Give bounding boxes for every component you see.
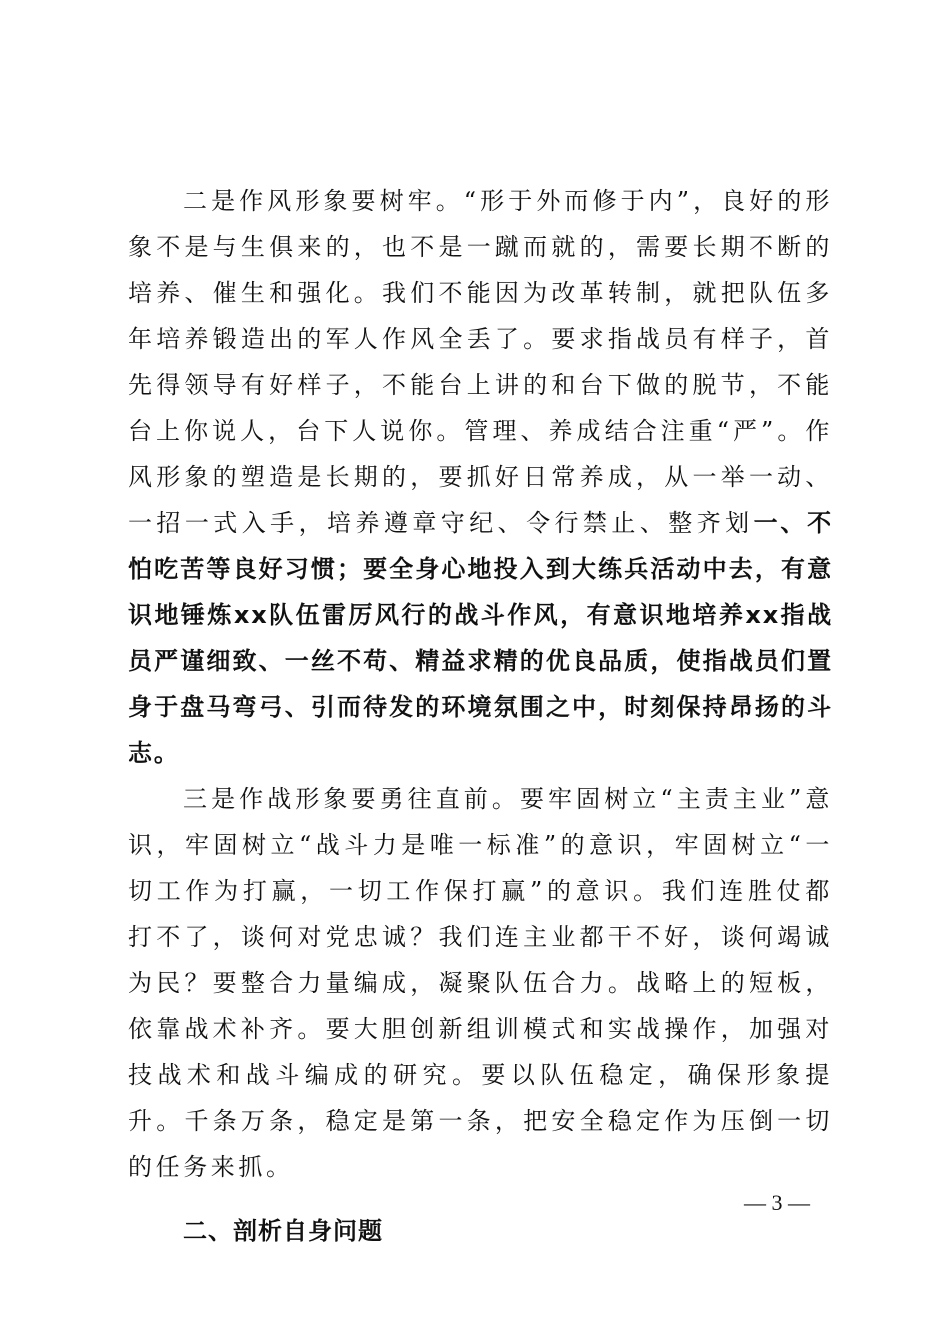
page-number: — 3 — bbox=[744, 1190, 810, 1215]
paragraph-work-style bbox=[128, 178, 833, 776]
paragraph-work-style-regular-text: 二是作风形象要树牢。“形于外而修于内”，良好的形象不是与生俱来的，也不是一蹴而就的，需要长期不断的培养、催生和强化。我们不能因为改革转制，就把队伍多年培养锻造出的军人作风全丢了。要求指战员有样子，首先得领导有好样子，不能台上讲的和台下做的脱节，不能台上你说人，台下人说你。管理、养成结合注重“严”。作风形象的塑造是长期的，要抓好日常养成，从一举一动、一招一式入手，培养遵章守纪、令行禁止、整齐划 bbox=[128, 187, 833, 537]
paragraph-combat-image: 三是作战形象要勇往直前。要牢固树立“主责主业”意识，牢固树立“战斗力是唯一标准”的意识，牢固树立“一切工作为打赢，一切工作保打赢”的意识。我们连胜仗都打不了，谈何对党忠诚？我们连主业都干不好，谈何竭诚为民？要整合力量编成，凝聚队伍合力。战略上的短板，依靠战术补齐。要大胆创新组训模式和实战操作，加强对技战术和战斗编成的研究。要以队伍稳定，确保形象提升。千条万条，稳定是第一条，把安全稳定作为压倒一切的任务来抓。 bbox=[128, 785, 833, 1181]
document-body bbox=[128, 178, 833, 1254]
paragraph-work-style-bold-text: 一、不怕吃苦等良好习惯；要全身心地投入到大练兵活动中去，有意识地锤炼xx队伍雷厉风行的战斗作风，有意识地培养xx指战员严谨细致、一丝不苟、精益求精的优良品质，使指战员们置身于盘马弯弓、引而待发的环境氛围之中，时刻保持昂扬的斗志。 bbox=[128, 509, 833, 767]
section-heading: 二、剖析自身问题 bbox=[183, 1217, 383, 1245]
